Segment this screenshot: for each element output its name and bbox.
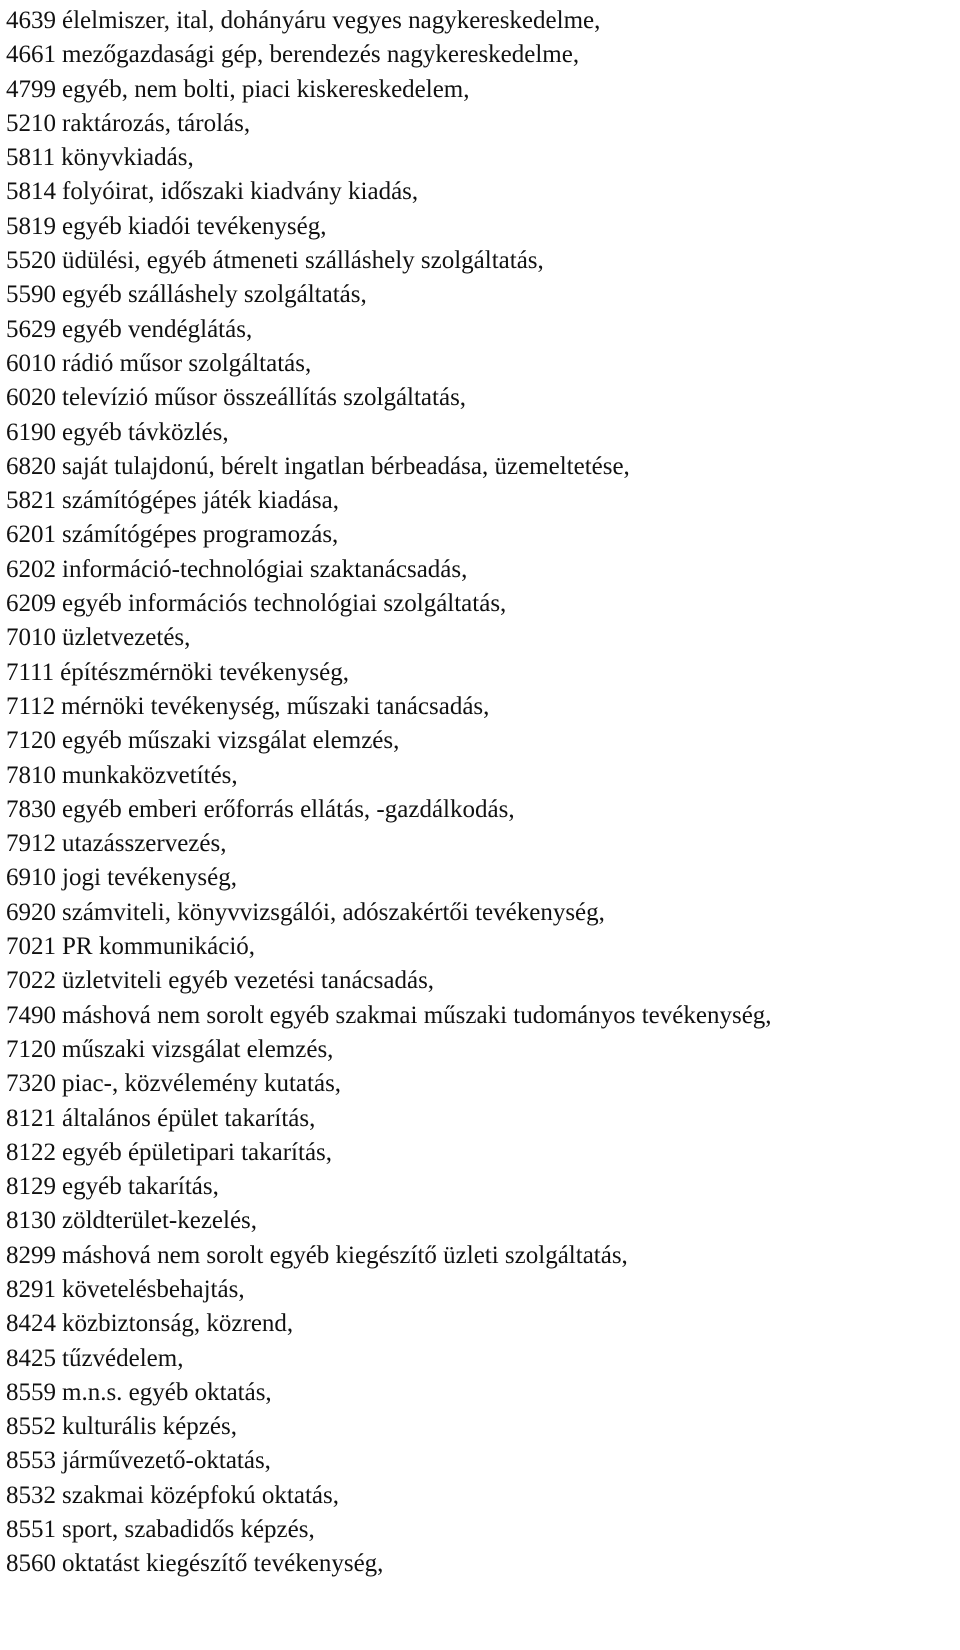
activity-description: információ-technológiai szaktanácsadás, [62, 555, 468, 583]
activity-description: saját tulajdonú, bérelt ingatlan bérbeadása, üzemeltetése, [62, 452, 630, 480]
list-item [6, 175, 960, 209]
activity-description: egyéb takarítás, [62, 1173, 219, 1201]
activity-description: zöldterület-kezelés, [62, 1207, 258, 1235]
activity-code: 8130 [6, 1207, 56, 1235]
activity-code: 4799 [6, 75, 56, 103]
activity-code: 8560 [6, 1550, 56, 1578]
list-item [6, 1444, 960, 1478]
activity-description: m.n.s. egyéb oktatás, [62, 1378, 272, 1406]
activity-code: 6910 [6, 864, 56, 892]
activity-code: 5629 [6, 315, 56, 343]
list-item [6, 1342, 960, 1376]
list-item [6, 1410, 960, 1444]
activity-code: 6190 [6, 418, 56, 446]
activity-description: élelmiszer, ital, dohányáru vegyes nagykereskedelme, [62, 7, 601, 34]
activity-description: raktározás, tárolás, [62, 109, 251, 137]
activity-description: egyéb vendéglátás, [62, 315, 253, 343]
activity-description: PR kommunikáció, [62, 933, 256, 961]
activity-code: 5811 [6, 144, 56, 172]
activity-code: 7912 [6, 830, 56, 858]
list-item [6, 381, 960, 415]
activity-code: 5210 [6, 109, 56, 137]
activity-code: 8291 [6, 1275, 56, 1303]
activity-code: 8553 [6, 1447, 56, 1475]
list-item [6, 861, 960, 895]
list-item [6, 1170, 960, 1204]
activity-code: 5821 [6, 487, 56, 515]
list-item [6, 416, 960, 450]
list-item [6, 1067, 960, 1101]
list-item [6, 827, 960, 861]
activity-code: 6010 [6, 349, 56, 377]
activity-description: televízió műsor összeállítás szolgáltatás, [62, 384, 467, 412]
list-item [6, 1239, 960, 1273]
activity-code: 5819 [6, 212, 56, 240]
activity-description: rádió műsor szolgáltatás, [62, 349, 312, 377]
activity-description: egyéb épületipari takarítás, [62, 1138, 333, 1166]
activity-code: 8532 [6, 1481, 56, 1509]
activity-description: jogi tevékenység, [62, 864, 237, 892]
activity-code: 4639 [6, 7, 56, 34]
activity-code: 8424 [6, 1310, 56, 1338]
list-item [6, 930, 960, 964]
activity-code: 7810 [6, 761, 56, 789]
list-item [6, 759, 960, 793]
activity-code: 7120 [6, 727, 56, 755]
activity-code: 8552 [6, 1413, 56, 1441]
list-item [6, 1513, 960, 1547]
activity-description: általános épület takarítás, [62, 1104, 316, 1132]
activity-description: járművezető-oktatás, [62, 1447, 271, 1475]
list-item [6, 587, 960, 621]
activity-code: 5590 [6, 281, 56, 309]
activity-description: munkaközvetítés, [62, 761, 238, 789]
list-item [6, 1033, 960, 1067]
activity-code: 4661 [6, 41, 56, 69]
list-item [6, 210, 960, 244]
activity-description: folyóirat, időszaki kiadvány kiadás, [62, 178, 419, 206]
activity-description: máshová nem sorolt egyéb kiegészítő üzleti szolgáltatás, [62, 1241, 628, 1269]
list-item [6, 724, 960, 758]
activity-code: 8425 [6, 1344, 56, 1372]
activity-description: egyéb távközlés, [62, 418, 229, 446]
activity-description: egyéb műszaki vizsgálat elemzés, [62, 727, 400, 755]
activity-description: mezőgazdasági gép, berendezés nagykereskedelme, [62, 41, 580, 69]
list-item [6, 1479, 960, 1513]
activity-code: 7490 [6, 1001, 56, 1029]
list-item [6, 793, 960, 827]
activity-code: 6020 [6, 384, 56, 412]
activity-code: 7120 [6, 1035, 56, 1063]
activity-description: egyéb kiadói tevékenység, [62, 212, 327, 240]
list-item [6, 964, 960, 998]
list-item [6, 278, 960, 312]
list-item [6, 1273, 960, 1307]
activity-description: egyéb információs technológiai szolgáltatás, [62, 590, 507, 618]
list-item [6, 484, 960, 518]
list-item [6, 896, 960, 930]
activity-code: 5520 [6, 247, 56, 275]
activity-code: 7320 [6, 1070, 56, 1098]
activity-description: tűzvédelem, [62, 1344, 184, 1372]
list-item [6, 1307, 960, 1341]
activity-description: kulturális képzés, [62, 1413, 237, 1441]
list-item [6, 73, 960, 107]
activity-description: számítógépes játék kiadása, [62, 487, 339, 515]
activity-code: 6920 [6, 898, 56, 926]
activity-code: 7111 [6, 658, 55, 686]
activity-code: 8299 [6, 1241, 56, 1269]
activity-description: máshová nem sorolt egyéb szakmai műszaki tudományos tevékenység, [62, 1001, 772, 1029]
list-item [6, 450, 960, 484]
list-item [6, 1376, 960, 1410]
list-item [6, 553, 960, 587]
activity-description: mérnöki tevékenység, műszaki tanácsadás, [61, 692, 490, 720]
activity-description: könyvkiadás, [61, 144, 194, 172]
activity-description: számítógépes programozás, [62, 521, 339, 549]
activity-code: 7021 [6, 933, 56, 961]
activity-description: üdülési, egyéb átmeneti szálláshely szolgáltatás, [62, 247, 544, 275]
list-item [6, 999, 960, 1033]
activity-description: üzletvezetés, [62, 624, 191, 652]
activity-description: számviteli, könyvvizsgálói, adószakértői tevékenység, [62, 898, 605, 926]
list-item [6, 621, 960, 655]
activity-description: műszaki vizsgálat elemzés, [62, 1035, 334, 1063]
list-item [6, 1102, 960, 1136]
activity-code: 8551 [6, 1516, 56, 1544]
list-item [6, 107, 960, 141]
list-item [6, 141, 960, 175]
activity-code: 6201 [6, 521, 56, 549]
activity-code: 5814 [6, 178, 56, 206]
list-item [6, 656, 960, 690]
activity-description: szakmai középfokú oktatás, [62, 1481, 339, 1509]
activity-code: 7830 [6, 795, 56, 823]
activity-code: 7010 [6, 624, 56, 652]
activity-description: sport, szabadidős képzés, [62, 1516, 315, 1544]
list-item [6, 1547, 960, 1581]
activity-code: 8121 [6, 1104, 56, 1132]
activity-description: oktatást kiegészítő tevékenység, [62, 1550, 384, 1578]
list-item [6, 518, 960, 552]
activity-description: egyéb emberi erőforrás ellátás, -gazdálkodás, [62, 795, 515, 823]
list-item [6, 690, 960, 724]
activity-description: egyéb, nem bolti, piaci kiskereskedelem, [62, 75, 470, 103]
list-item [6, 1136, 960, 1170]
activity-description: utazásszervezés, [62, 830, 227, 858]
list-item [6, 347, 960, 381]
activity-code: 8122 [6, 1138, 56, 1166]
activity-code: 7112 [6, 692, 56, 720]
activity-code: 6209 [6, 590, 56, 618]
list-item [6, 4, 960, 38]
activity-code: 6202 [6, 555, 56, 583]
activity-code: 8129 [6, 1173, 56, 1201]
activity-description: üzletviteli egyéb vezetési tanácsadás, [62, 967, 435, 995]
activity-description: piac-, közvélemény kutatás, [62, 1070, 342, 1098]
list-item [6, 313, 960, 347]
list-item [6, 38, 960, 72]
list-item [6, 244, 960, 278]
activity-description: egyéb szálláshely szolgáltatás, [62, 281, 367, 309]
activity-code: 6820 [6, 452, 56, 480]
activity-code: 7022 [6, 967, 56, 995]
activity-code: 8559 [6, 1378, 56, 1406]
list-item [6, 1204, 960, 1238]
activity-description: követelésbehajtás, [62, 1275, 245, 1303]
activity-description: építészmérnöki tevékenység, [60, 658, 349, 686]
activity-description: közbiztonság, közrend, [62, 1310, 294, 1338]
